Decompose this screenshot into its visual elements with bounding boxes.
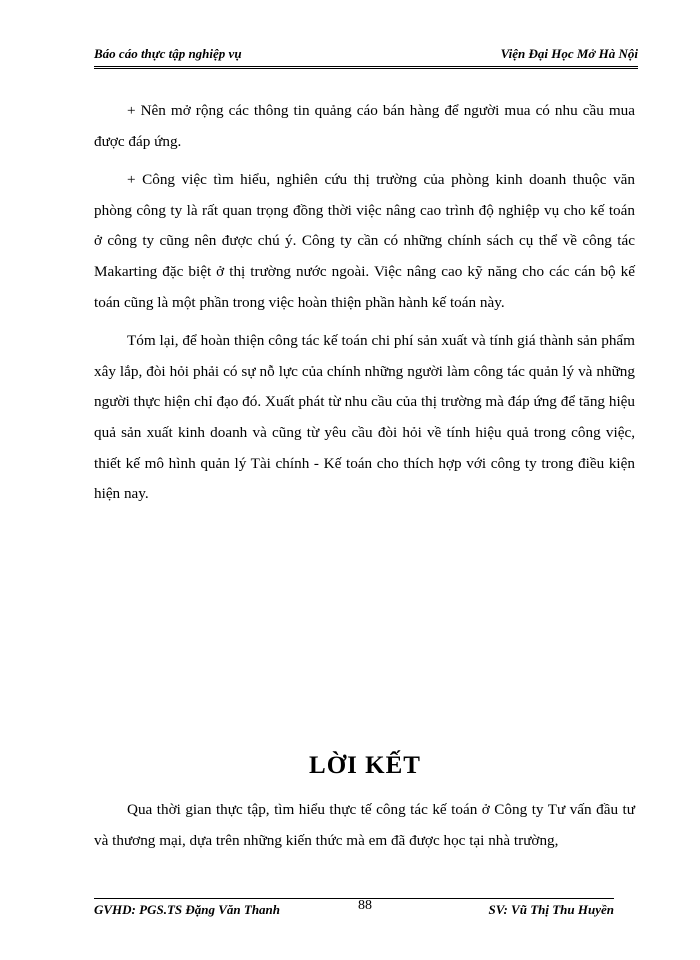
page-number: 88 <box>358 898 372 913</box>
conclusion-body <box>94 795 635 856</box>
footer-supervisor: GVHD: PGS.TS Đặng Văn Thanh <box>94 902 281 917</box>
footer-student: SV: Vũ Thị Thu Huyền <box>488 902 614 917</box>
page-footer <box>94 898 614 919</box>
header-institution: Viện Đại Học Mở Hà Nội <box>500 46 638 61</box>
page-header <box>94 42 638 69</box>
conclusion-paragraph: Qua thời gian thực tập, tìm hiểu thực tế công tác kế toán ở Công ty Tư vấn đầu tư và thương mại, dựa trên những kiến thức mà em đã được học tại nhà trường, <box>94 801 635 849</box>
paragraph-market-research: + Công việc tìm hiểu, nghiên cứu thị trường của phòng kinh doanh thuộc văn phòng công ty là rất quan trọng đồng thời việc nâng cao trình độ nghiệp vụ cho kế toán ở công ty cũng nên được chú ý. Công ty cần có những chính sách cụ thể về công tác Makarting đặc biệt ở thị trường nước ngoài. Việc nâng cao kỹ năng cho các cán bộ kế toán cũng là một phần trong việc hoàn thiện phần hành kế toán này. <box>94 171 635 311</box>
paragraph-advertising: + Nên mở rộng các thông tin quảng cáo bán hàng để người mua có nhu cầu mua được đáp ứng. <box>94 102 635 150</box>
body-text <box>94 96 635 518</box>
conclusion-heading: LỜI KẾT <box>309 752 421 779</box>
paragraph-summary: Tóm lại, để hoàn thiện công tác kế toán chi phí sản xuất và tính giá thành sản phẩm xây lắp, đòi hỏi phải có sự nỗ lực của chính những người làm công tác quản lý và những người thực hiện chỉ đạo đó. Xuất phát từ nhu cầu của thị trường mà đáp ứng để tăng hiệu quả sản xuất kinh doanh và cũng từ yêu cầu đòi hỏi về tính hiệu quả trong công việc, thiết kế mô hình quản lý Tài chính - Kế toán cho thích hợp với công ty trong điều kiện hiện nay. <box>94 332 635 503</box>
header-report-title: Báo cáo thực tập nghiệp vụ <box>94 46 242 61</box>
